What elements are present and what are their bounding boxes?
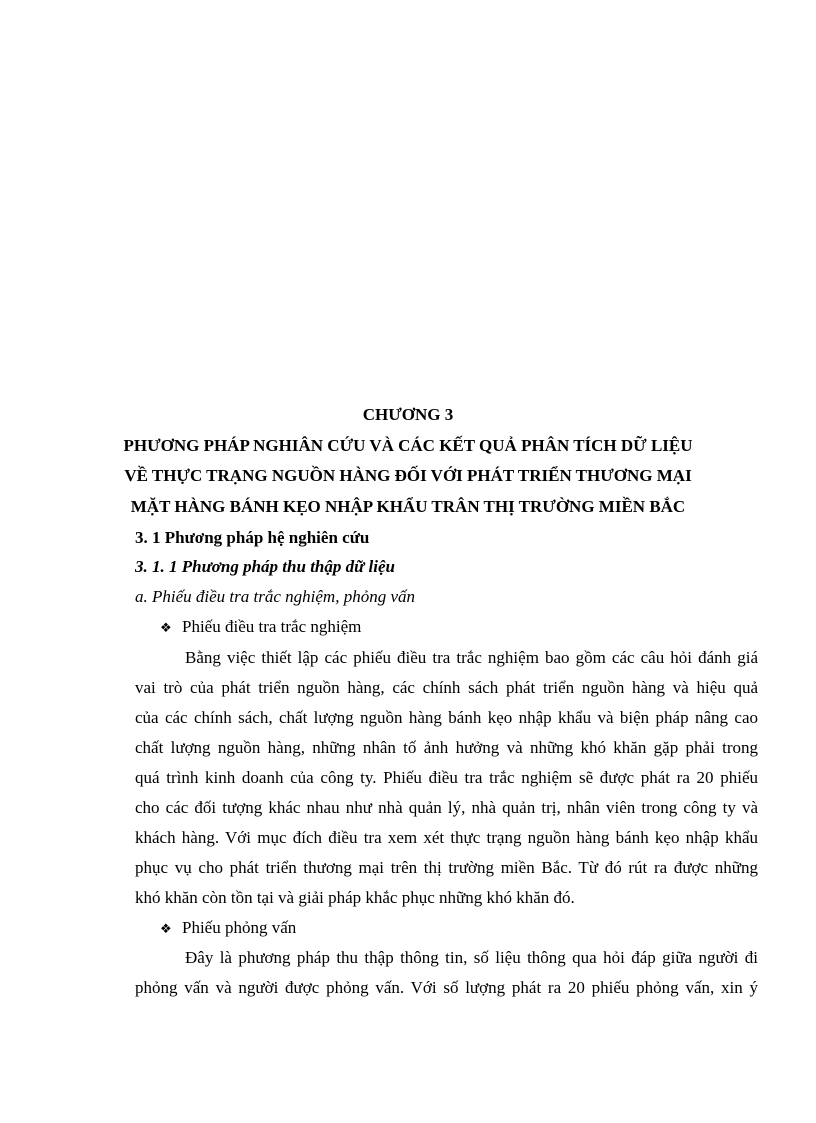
paragraph-line: Bằng việc thiết lập các phiếu điều tra trắc nghiệm bao gồm các câu hỏi đánh giá [185, 648, 758, 667]
paragraph-line: vai trò của phát triển nguồn hàng, các chính sách phát triển nguồn hàng và hiệu quả [135, 678, 758, 697]
section-heading-3-1: 3. 1 Phương pháp hệ nghiên cứu [135, 528, 370, 547]
diamond-bullet-icon: ❖ [160, 621, 172, 636]
paragraph-line: phỏng vấn và người được phỏng vấn. Với số lượng phát ra 20 phiếu phỏng vấn, xin ý [135, 978, 758, 997]
bullet-label-survey: Phiếu điều tra trắc nghiệm [182, 617, 362, 636]
paragraph-line: của các chính sách, chất lượng nguồn hàng bánh kẹo nhập khẩu và biện pháp nâng cao [135, 708, 758, 727]
paragraph-line: khó khăn còn tồn tại và giải pháp khắc phục những khó khăn đó. [135, 888, 575, 907]
paragraph-line: cho các đối tượng khác nhau như nhà quản lý, nhà quản trị, nhân viên trong công ty và [135, 798, 758, 817]
chapter-title-line-3: MẶT HÀNG BÁNH KẸO NHẬP KHẨU TRÂN THỊ TRƯỜNG MIỀN BẮC [130, 497, 686, 516]
paragraph-line: Đây là phương pháp thu thập thông tin, số liệu thông qua hỏi đáp giữa người đi [185, 948, 758, 967]
paragraph-line: chất lượng nguồn hàng, những nhân tố ảnh hưởng và những khó khăn gặp phải trong [135, 738, 758, 757]
bullet-item-interview [160, 918, 296, 940]
chapter-number: CHƯƠNG 3 [362, 405, 454, 424]
diamond-bullet-icon: ❖ [160, 922, 172, 937]
subsection-a-heading: a. Phiếu điều tra trắc nghiệm, phỏng vấn [135, 587, 415, 606]
paragraph-line: quá trình kinh doanh của công ty. Phiếu điều tra trắc nghiệm sẽ được phát ra 20 phiếu [135, 768, 758, 787]
chapter-title-line-1: PHƯƠNG PHÁP NGHIÂN CỨU VÀ CÁC KẾT QUẢ PHÂN TÍCH DỮ LIỆU [123, 436, 693, 455]
chapter-title-line-2: VỀ THỰC TRẠNG NGUỒN HÀNG ĐỐI VỚI PHÁT TRIỂN THƯƠNG MẠI [124, 466, 692, 485]
section-heading-3-1-1: 3. 1. 1 Phương pháp thu thập dữ liệu [135, 557, 395, 576]
bullet-label-interview: Phiếu phỏng vấn [182, 918, 297, 937]
bullet-item-survey [160, 617, 361, 639]
paragraph-line: khách hàng. Với mục đích điều tra xem xét thực trạng nguồn hàng bánh kẹo nhập khẩu [135, 828, 758, 847]
paragraph-line: phục vụ cho phát triển thương mại trên thị trường miền Bắc. Từ đó rút ra được những [135, 858, 758, 877]
